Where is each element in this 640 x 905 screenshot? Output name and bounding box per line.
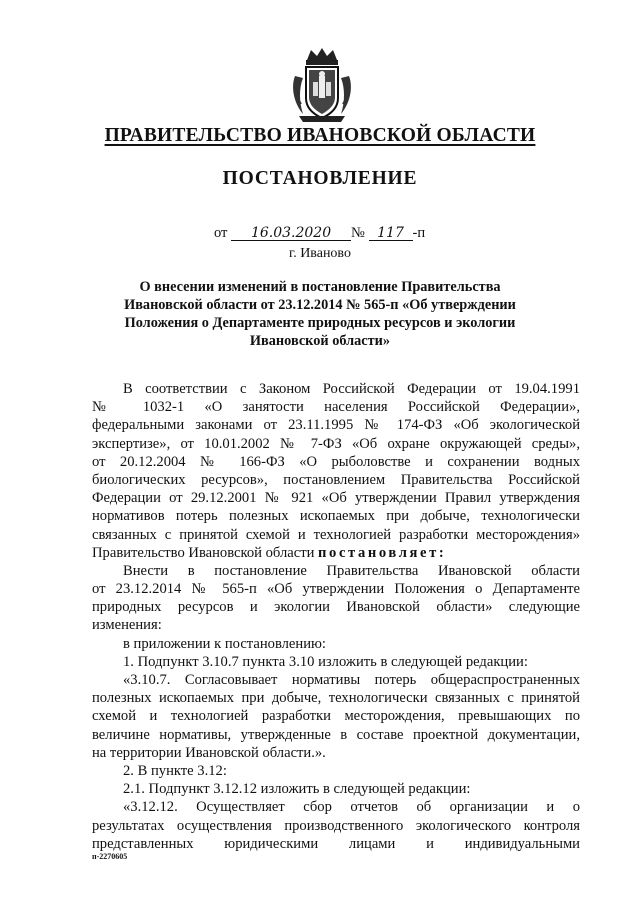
item1-line: от 23.12.2014 № 565-п «Об утверждении Положения о Департаменте xyxy=(92,581,580,598)
preamble-line: экспертизе», от 10.01.2002 № 7-ФЗ «Об охране окружающей среды», xyxy=(92,435,580,452)
preamble-line: Федерации от 29.12.2001 № 921 «Об утверждении Правил утверждения xyxy=(92,490,580,507)
document-subject xyxy=(110,278,530,350)
paragraph-1: 1. Подпункт 3.10.7 пункта 3.10 изложить в следующей редакции: xyxy=(123,653,528,670)
subject-line: Ивановской области» xyxy=(249,333,391,349)
preamble-line: от 20.12.2004 № 166-ФЗ «О рыболовстве и сохранении водных xyxy=(92,453,580,470)
quote1-line: величине нормативы, утвержденные в составе проектной документации, xyxy=(92,726,580,743)
quote2-line: результатах осуществления производственного экологического контроля xyxy=(92,817,580,834)
subject-line: О внесении изменений в постановление Правительства xyxy=(139,279,501,295)
decree-word: постановляет: xyxy=(318,544,447,561)
preamble-line: связанных с принятой схемой и технологией разработки месторождения» xyxy=(92,526,580,543)
item1-line: природных ресурсов и экологии Ивановской области» следующие xyxy=(92,599,580,616)
preamble-line: нормативов потерь полезных ископаемых при добыче, технологически xyxy=(92,508,580,525)
handwritten-date: 16.03.2020 xyxy=(231,226,351,241)
item1-line: Внести в постановление Правительства Ивановской области xyxy=(123,562,580,579)
preamble-line: В соответствии с Законом Российской Федерации от 19.04.1991 xyxy=(123,381,580,397)
document-code: п-2270605 xyxy=(92,852,128,861)
quote2-line: представленных юридическими лицами и индивидуальными xyxy=(92,835,580,852)
city: г. Иваново xyxy=(289,246,351,261)
date-prefix: от xyxy=(214,225,228,241)
number-sign: № xyxy=(351,225,365,241)
quote1-line: «3.10.7. Согласовывает нормативы потерь общераспространенных xyxy=(123,672,580,688)
decree-line xyxy=(92,544,580,562)
quote2-line: «3.12.12. Осуществляет сбор отчетов об организации и о xyxy=(123,799,580,816)
quote1-line: на территории Ивановской области.». xyxy=(92,744,326,761)
quote1-line: полезных ископаемых при добыче, технологически связанных с принятой xyxy=(92,690,580,707)
government-title-text: ПРАВИТЕЛЬСТВО ИВАНОВСКОЙ ОБЛАСТИ xyxy=(104,125,536,146)
number-suffix: -п xyxy=(412,225,426,241)
quote1-line: схемой и технологией разработки месторождения, превышающих по xyxy=(92,708,580,725)
preamble-line: биологических ресурсов», постановлением Правительства Российской xyxy=(92,471,580,488)
government-title xyxy=(0,125,640,147)
decree-prefix: Правительство Ивановской области xyxy=(92,544,315,561)
date-number-line xyxy=(214,225,425,242)
subject-line: Положения о Департаменте природных ресурсов и экологии xyxy=(124,315,516,331)
paragraph-2: 2. В пункте 3.12: xyxy=(123,762,227,779)
document-type: ПОСТАНОВЛЕНИЕ xyxy=(222,168,418,189)
appendix-line: в приложении к постановлению: xyxy=(123,635,326,652)
paragraph-2-1: 2.1. Подпункт 3.12.12 изложить в следующей редакции: xyxy=(123,781,471,798)
handwritten-number: 117 xyxy=(369,226,413,241)
preamble-line: федеральными законами от 23.11.1995 № 174-ФЗ «Об экологической xyxy=(92,417,580,434)
preamble-line: № 1032-1 «О занятости населения Российской Федерации», xyxy=(92,399,580,416)
item1-line: изменения: xyxy=(92,617,162,634)
subject-line: Ивановской области от 23.12.2014 № 565-п «Об утверждении xyxy=(124,297,516,313)
coat-of-arms-emblem xyxy=(289,46,355,124)
document-body xyxy=(92,380,580,853)
